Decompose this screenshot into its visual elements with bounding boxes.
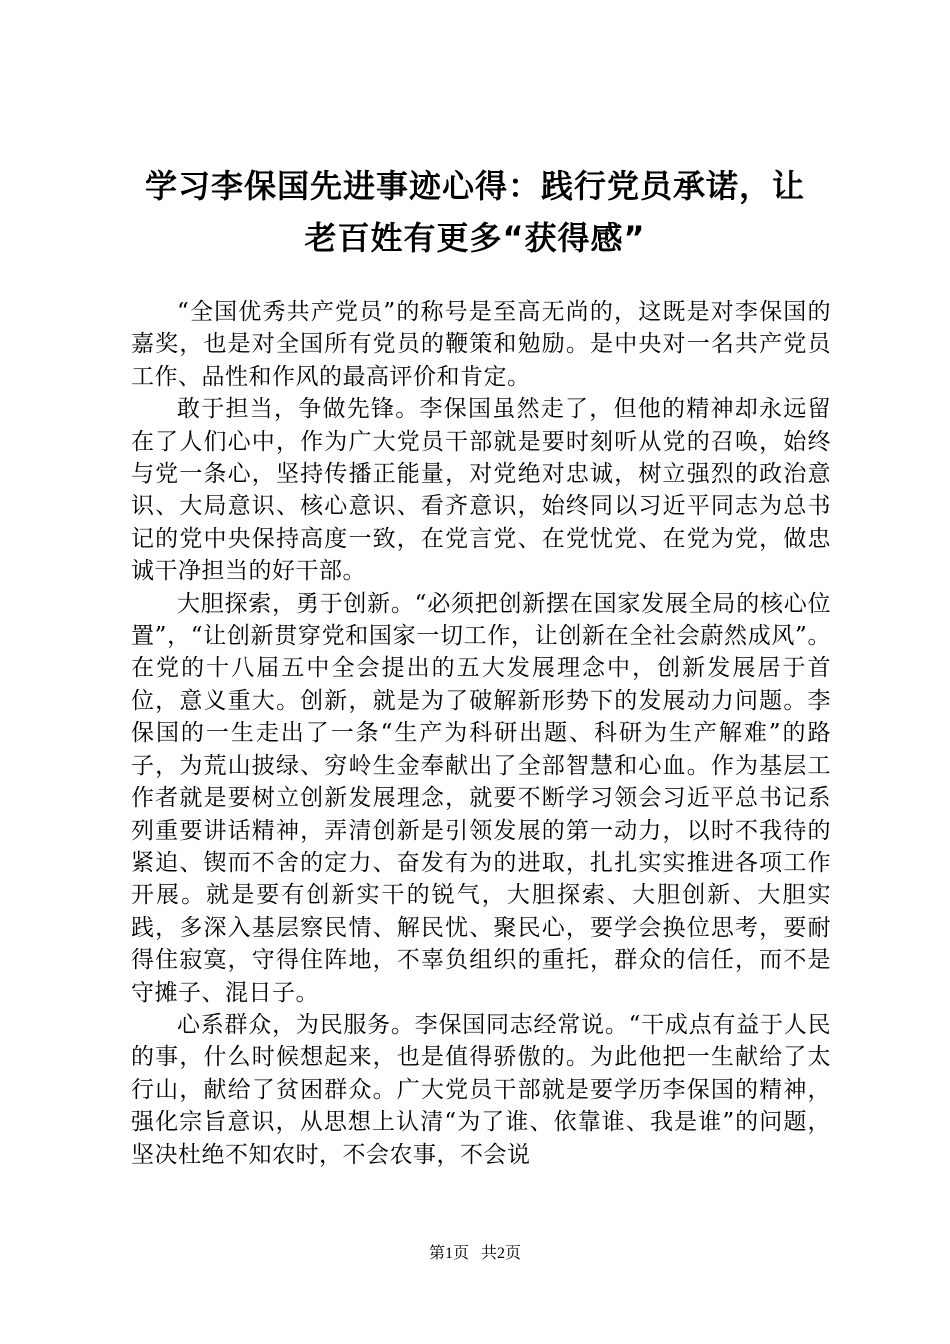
page-number-total: 共2页: [481, 1245, 522, 1262]
document-body: [131, 296, 831, 1171]
paragraph-serve-people: 心系群众，为民服务。李保国同志经常说。“干成点有益于人民的事，什么时候想起来，也是值得骄傲的。为此他把一生献给了太行山，献给了贫困群众。广大党员干部就是要学历李保国的精神，强化宗旨意识，从思想上认清“为了谁、依靠谁、我是谁”的问题，坚决杜绝不知农时，不会农事，不会说: [131, 1011, 831, 1168]
paragraph-responsibility: 敢于担当，争做先锋。李保国虽然走了，但他的精神却永远留在了人们心中，作为广大党员干部就是要时刻听从党的召唤，始终与党一条心，坚持传播正能量，对党绝对忠诚，树立强烈的政治意识、大局意识、核心意识、看齐意识，始终同以习近平同志为总书记的党中央保持高度一致，在党言党、在党忧党、在党为党，做忠诚干净担当的好干部。: [131, 396, 831, 585]
title-line-2: 老百姓有更多“获得感”: [304, 219, 646, 257]
page-footer: [0, 1244, 950, 1264]
paragraph-innovation: 大胆探索，勇于创新。“必须把创新摆在国家发展全局的核心位置”，“让创新贯穿党和国家一切工作，让创新在全社会蔚然成风”。在党的十八届五中全会提出的五大发展理念中，创新发展居于首位，意义重大。创新，就是为了破解新形势下的发展动力问题。李保国的一生走出了一条“生产为科研出题、科研为生产解难”的路子，为荒山披绿、穷岭生金奉献出了全部智慧和心血。作为基层工作者就是要树立创新发展理念，就要不断学习领会习近平总书记系列重要讲话精神，弄清创新是引领发展的第一动力，以时不我待的紧迫、锲而不舍的定力、奋发有为的进取，扎扎实实推进各项工作开展。就是要有创新实干的锐气，大胆探索、大胆创新、大胆实践，多深入基层察民情、解民忧、聚民心，要学会换位思考，要耐得住寂寞，守得住阵地，不辜负组织的重托，群众的信任，而不是守摊子、混日子。: [131, 590, 831, 1006]
title-line-1: 学习李保国先进事迹心得：践行党员承诺，让: [144, 167, 805, 205]
page-number-current: 第1页: [428, 1245, 469, 1262]
document-title: [100, 160, 850, 264]
paragraph-intro: “全国优秀共产党员”的称号是至高无尚的，这既是对李保国的嘉奖，也是对全国所有党员的鞭策和勉励。是中央对一名共产党员工作、品性和作风的最高评价和肯定。: [131, 299, 831, 390]
